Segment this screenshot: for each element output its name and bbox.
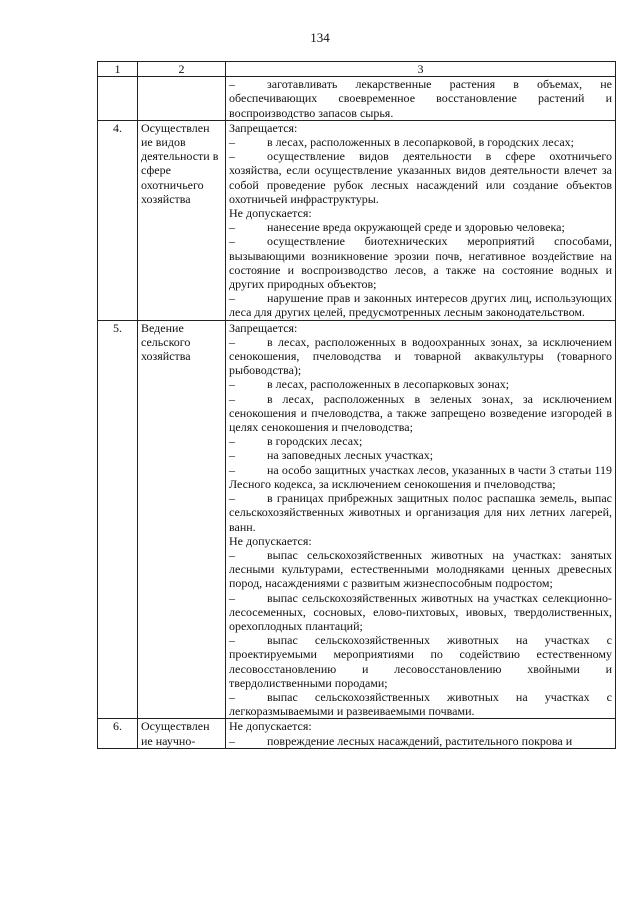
requirement-item [229,690,612,718]
dash-marker: – [229,448,235,463]
requirement-item [229,491,612,534]
dash-marker: – [229,689,235,704]
dash-marker: – [229,135,235,150]
dash-marker: – [229,434,235,449]
dash-marker: – [229,491,235,506]
table-row [98,77,616,121]
requirement-heading: Не допускается: [229,533,312,548]
requirement-item [229,463,612,491]
dash-marker: – [229,77,235,92]
regulation-table [97,61,616,749]
requirement-text: выпас сельскохозяйственных животных на участках селекционно-лесосеменных, сосновых, елово-пихтовых, ивовых, твердолиственных, орехоплодных плантаций; [229,590,612,633]
requirements-cell [226,719,616,748]
requirement-text: нанесение вреда окружающей среде и здоровью человека; [267,220,565,235]
activity-type: Ведение сельского хозяйства [138,320,226,719]
requirement-item [229,633,612,690]
requirement-item [229,149,612,206]
dash-marker: – [229,234,235,249]
requirement-item [229,448,612,462]
requirement-heading: Запрещается: [229,320,298,335]
dash-marker: – [229,334,235,349]
requirement-item [229,377,612,391]
dash-marker: – [229,590,235,605]
requirement-text: в городских лесах; [267,434,363,449]
requirement-item [229,392,612,435]
requirement-text: в лесах, расположенных в лесопарковых зонах; [267,377,510,392]
requirement-item [229,220,612,234]
page-number: 134 [310,30,330,45]
requirement-item [229,135,612,149]
requirements-cell [226,320,616,719]
table-row [98,320,616,719]
table-row [98,120,616,320]
requirement-item [229,77,612,120]
activity-type: Осуществлен ие научно- [138,719,226,748]
requirement-text: на заповедных лесных участках; [267,448,434,463]
table-header-row [98,62,616,77]
dash-marker: – [229,733,235,748]
table-row [98,719,616,748]
row-number [98,77,138,121]
dash-marker: – [229,377,235,392]
requirement-text: на особо защитных участках лесов, указанных в части 3 статьи 119 Лесного кодекса, за исключением сенокошения и пчеловодства; [229,462,612,491]
requirements-cell [226,120,616,320]
requirement-item [229,734,612,748]
activity-type [138,77,226,121]
requirement-item [229,335,612,378]
requirement-text: в лесах, расположенных в зеленых зонах, за исключением сенокошения и пчеловодства, а также запрещено возведение изгородей в целях сенокошения и пчеловодства; [229,391,612,435]
dash-marker: – [229,149,235,164]
column-header-2: 2 [138,62,226,77]
requirement-text: выпас сельскохозяйственных животных на участках с легкоразмываемыми и развеиваемыми почвами. [229,689,612,719]
requirement-text: в границах прибрежных защитных полос распашка земель, выпас сельскохозяйственных животных и организация для них летних лагерей, ванн. [229,491,612,534]
requirement-text: заготавливать лекарственные растения в объемах, не обеспечивающих своевременное восстановление растений и воспроизводство запасов сырья. [229,77,612,120]
requirement-text: выпас сельскохозяйственных животных на участках с проектируемыми мероприятиями по содействию естественному лесовосстановлению и лесовосстановлению хвойными и твердолиственными породами; [229,633,612,690]
dash-marker: – [229,220,235,235]
requirement-text: в лесах, расположенных в водоохранных зонах, за исключением сенокошения, пчеловодства и товарной аквакультуры (товарного рыбоводства); [229,334,612,378]
dash-marker: – [229,391,235,406]
requirement-text: осуществление видов деятельности в сфере охотничьего хозяйства, если осуществление указанных видов деятельности влечет за собой проведение рубок лесных насаждений или создание объектов охотничьей инфраструктуры. [229,149,612,206]
column-header-1: 1 [98,62,138,77]
requirement-item [229,591,612,634]
requirement-heading: Не допускается: [229,719,312,734]
activity-type: Осуществлен ие видов деятельности в сфере охотничьего хозяйства [138,120,226,320]
requirement-item [229,234,612,291]
row-number: 5. [98,320,138,719]
requirement-heading: Запрещается: [229,120,298,135]
requirement-item [229,434,612,448]
dash-marker: – [229,462,235,477]
row-number: 4. [98,120,138,320]
requirement-text: нарушение прав и законных интересов других лиц, использующих леса для других целей, предусмотренных лесным законодательством. [229,291,612,320]
dash-marker: – [229,291,235,306]
column-header-3: 3 [226,62,616,77]
requirement-text: в лесах, расположенных в лесопарковой, в городских лесах; [267,135,575,150]
requirement-text: повреждение лесных насаждений, растительного покрова и [267,733,573,748]
dash-marker: – [229,633,235,648]
table-body [98,77,616,749]
row-number: 6. [98,719,138,748]
requirement-heading: Не допускается: [229,206,312,221]
requirement-text: выпас сельскохозяйственных животных на участках: занятых лесными культурами, естественными молодняками ценных древесных пород, насаждениями с развитым жизнеспособным подростом; [229,547,612,591]
requirement-text: осуществление биотехнических мероприятий способами, вызывающими возникновение эрозии почв, негативное воздействие на состояние и воспроизводство лесов, а также на состояние водных и других природных объектов; [229,234,612,292]
requirement-item [229,548,612,591]
requirement-item [229,291,612,319]
dash-marker: – [229,547,235,562]
requirements-cell [226,77,616,121]
